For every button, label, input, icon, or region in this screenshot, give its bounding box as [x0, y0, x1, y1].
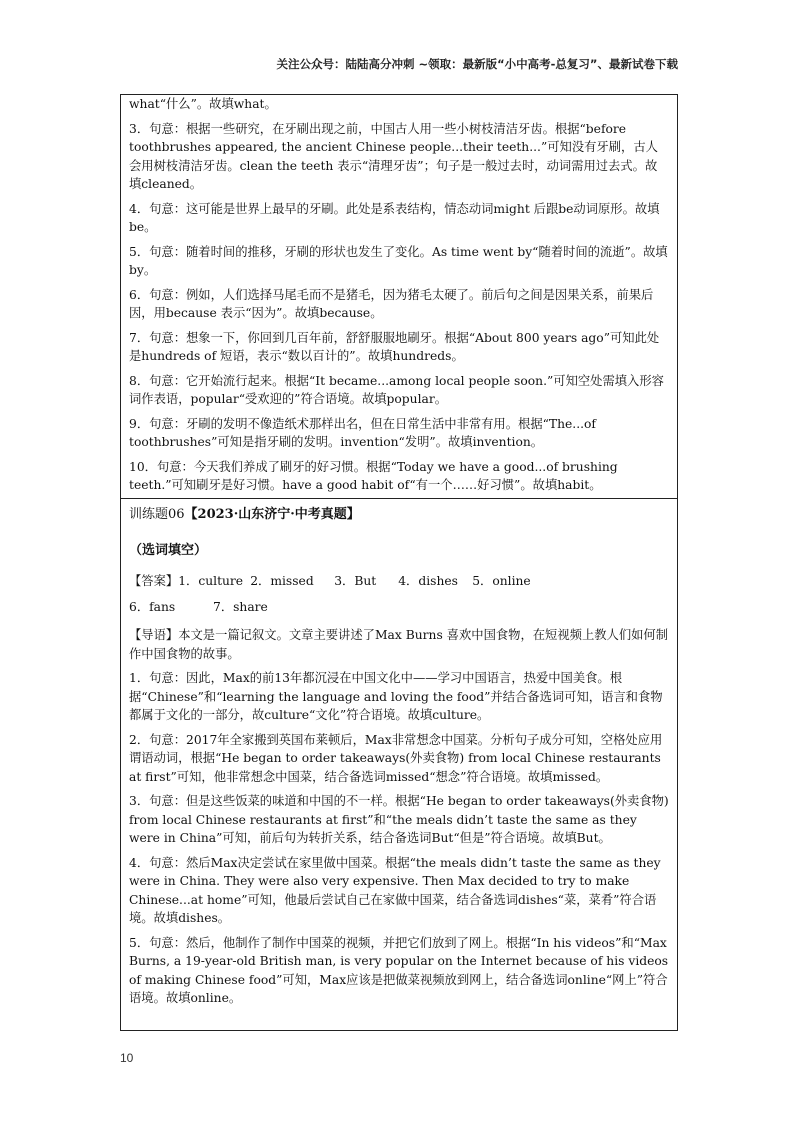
page-header: 关注公众号：陆陆高分冲刺 ~领取：最新版“小中高考-总复习”、最新试卷下载: [276, 57, 678, 71]
explanation-box-1: [120, 94, 678, 499]
guide-paragraph: 【导语】本文是一篇记叙文。文章主要讲述了Max Burns 喜欢中国食物，在短视频上教人们如何制作中国食物的故事。: [129, 628, 669, 661]
answer-item: 3．But: [334, 574, 377, 588]
answer-item: 5．online: [472, 574, 531, 588]
exercise-title-source: 【2023·山东济宁·中考真题】: [184, 507, 360, 522]
answer-item: 2．missed: [250, 574, 314, 588]
explanation-4: 4．句意：这可能是世界上最早的牙刷。此处是系表结构，情态动词might 后跟be动词原形。故填be。: [129, 201, 660, 234]
explanation-6: 6．句意：例如，人们选择马尾毛而不是猪毛，因为猪毛太硬了。前后句之间是因果关系，前果后因，用because 表示“因为”。故填because。: [129, 287, 654, 320]
explanation-8: 8．句意：它开始流行起来。根据“It became...among local people soon.”可知空处需填入形容词作表语，popular“受欢迎的”符合语境。故填popular。: [129, 373, 664, 406]
exercise-subtitle: （选词填空）: [129, 543, 208, 558]
explanation-10: 10．句意：今天我们养成了刷牙的好习惯。根据“Today we have a good...of brushing teeth.”可知刷牙是好习惯。have a good habit of“有一个……好习惯”。故填habit。: [129, 459, 618, 492]
answer-item: 1．culture: [178, 574, 244, 588]
answer-label: 【答案】: [129, 574, 179, 588]
exercise-box-06: [120, 499, 678, 1031]
explanation-4: 4．句意：然后Max决定尝试在家里做中国菜。根据“the meals didn’t taste the same as they were in China. They were also very expensive. Then Max decided to try to make Chinese...at home”可知，他最后尝试自己在家做中国菜，结合备选词dishes“菜，菜肴”符合语境。故填dishes。: [129, 855, 661, 925]
explanation-1: 1．句意：因此，Max的前13年都沉浸在中国文化中——学习中国语言，热爱中国美食。根据“Chinese”和“learning the language and loving the food”并结合备选词可知，语言和食物都属于文化的一部分，故culture“文化”符合语境。故填culture。: [129, 671, 663, 722]
page-number: 10: [120, 1051, 134, 1065]
explanation-5: 5．句意：然后，他制作了制作中国菜的视频，并把它们放到了网上。根据“In his videos”和“Max Burns, a 19-year-old British man, is very popular on the Internet because of his videos of making Chinese food”可知，Max应该是把做菜视频放到网上，结合备选词online“网上”符合语境。故填online。: [129, 935, 669, 1005]
explanation-9: 9．句意：牙刷的发明不像造纸术那样出名，但在日常生活中非常有用。根据“The...of toothbrushes”可知是指牙刷的发明。invention“发明”。故填invention。: [129, 416, 596, 449]
explanation-3: 3．句意：但是这些饭菜的味道和中国的不一样。根据“He began to order takeaways(外卖食物) from local Chinese restaurants at first”和“the meals didn’t taste the same as they were in China”可知，前后句为转折关系，结合备选词But“但是”符合语境。故填But。: [129, 794, 669, 845]
answer-item: 7．share: [213, 600, 268, 614]
answer-item: 6．fans: [129, 600, 176, 614]
answer-item: 4．dishes: [398, 574, 458, 588]
explanation-2: 2．句意：2017年全家搬到英国布莱顿后，Max非常想念中国菜。分析句子成分可知，空格处应用谓语动词，根据“He began to order takeaways(外卖食物) from local Chinese restaurants at first”可知，他非常想念中国菜，结合备选词missed“想念”符合语境。故填missed。: [129, 732, 663, 784]
explanation-3: 3．句意：根据一些研究，在牙刷出现之前，中国古人用一些小树枝清洁牙齿。根据“before toothbrushes appeared, the ancient Chinese people...their teeth...”可知没有牙刷，古人会用树枝清洁牙齿。clean the teeth 表示“清理牙齿”；句子是一般过去时，动词需用过去式。故填cleaned。: [129, 121, 658, 191]
exercise-title-prefix: 训练题06: [129, 507, 185, 522]
answer-list: [129, 568, 669, 620]
explanation-line: what“什么”。故填what。: [129, 97, 277, 111]
explanation-5: 5．句意：随着时间的推移，牙刷的形状也发生了变化。As time went by“随着时间的流逝”。故填by。: [129, 244, 668, 277]
explanation-7: 7．句意：想象一下，你回到几百年前，舒舒服服地刷牙。根据“About 800 years ago”可知此处是hundreds of 短语，表示“数以百计的”。故填hundreds。: [129, 330, 660, 363]
exercise-title: [129, 503, 669, 522]
